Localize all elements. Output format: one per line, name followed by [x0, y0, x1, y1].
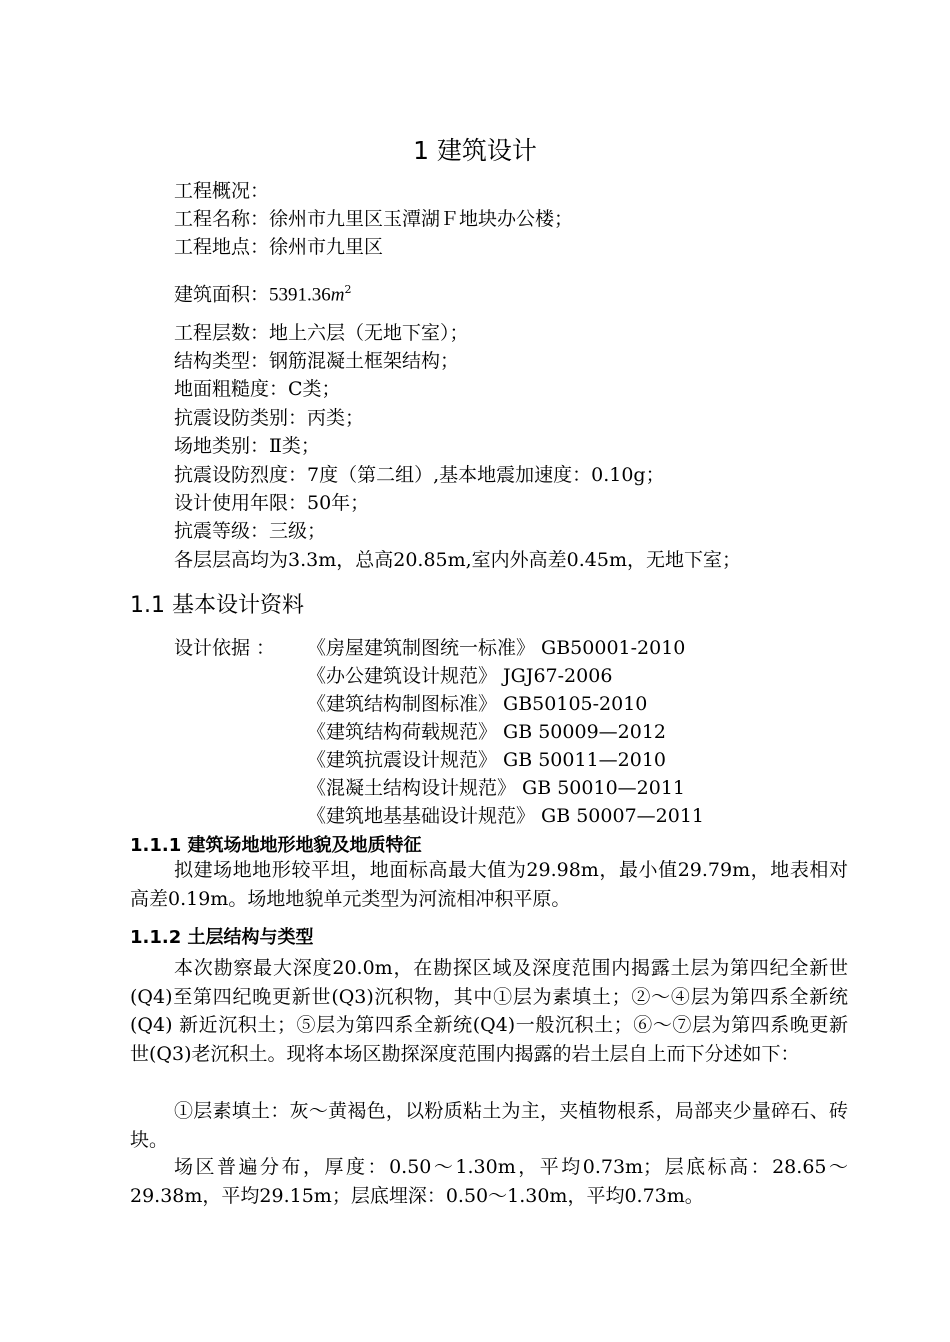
- reference-item: 《办公建筑设计规范》 JGJ67-2006: [307, 665, 613, 687]
- project-name: 工程名称：徐州市九里区玉潭湖Ｆ地块办公楼；: [174, 208, 574, 230]
- area-value: 5391.36: [269, 284, 331, 306]
- project-location: 工程地点：徐州市九里区: [174, 236, 384, 258]
- reference-item: 《建筑地基基础设计规范》 GB 50007—2011: [307, 805, 705, 827]
- structure-type: 结构类型：钢筋混凝土框架结构；: [174, 350, 460, 372]
- reference-item: 《房屋建筑制图统一标准》 GB50001-2010: [307, 637, 686, 659]
- distribution-paragraph: 场区普遍分布，厚度：0.50～1.30m，平均0.73m；层底标高：28.65～29.38m，平均29.15m；层底埋深：0.50～1.30m，平均0.73m。: [130, 1156, 848, 1207]
- fill-layer-paragraph: ①层素填土：灰～黄褐色，以粉质粘土为主，夹植物根系，局部夹少量碎石、砖块。: [130, 1100, 848, 1151]
- design-basis-label: 设计依据 ：: [174, 637, 276, 659]
- terrain-paragraph: 拟建场地地形较平坦，地面标高最大值为29.98m，最小值29.79m，地表相对高差0.19m。场地地貌单元类型为河流相冲积平原。: [130, 859, 848, 910]
- area-exponent: 2: [344, 283, 352, 296]
- reference-item: 《混凝土结构设计规范》 GB 50010—2011: [307, 777, 686, 799]
- site-class: 场地类别：Ⅱ类；: [174, 435, 320, 457]
- reference-item: 《建筑抗震设计规范》 GB 50011—2010: [307, 749, 667, 771]
- overview-heading: 工程概况：: [174, 180, 270, 202]
- service-life: 设计使用年限：50年；: [174, 492, 370, 514]
- building-area: [174, 277, 352, 308]
- seismic-intensity: 抗震设防烈度：7度（第二组）,基本地震加速度：0.10g；: [174, 464, 665, 486]
- soil-paragraph: 本次勘察最大深度20.0m，在勘探区域及深度范围内揭露土层为第四纪全新世(Q4)至第四纪晚更新世(Q3)沉积物，其中①层为素填土；②～④层为第四系全新统(Q4) 新近沉积土；⑤层为第四系全新统(Q4)一般沉积土；⑥～⑦层为第四系晚更新世(Q3)老沉积土。现将本场区勘探深度范围内揭露的岩土层自上而下分述如下：: [130, 957, 848, 1065]
- area-label: 建筑面积：: [174, 283, 270, 306]
- section-1-1-2-heading: 1.1.2 土层结构与类型: [130, 927, 314, 948]
- section-1-1-1-heading: 1.1.1 建筑场地地形地貌及地质特征: [130, 835, 422, 856]
- chapter-title: 1 建筑设计: [413, 136, 537, 165]
- ground-roughness: 地面粗糙度：C类；: [174, 378, 341, 400]
- section-1-1-heading: 1.1 基本设计资料: [130, 593, 304, 618]
- reference-item: 《建筑结构荷载规范》 GB 50009—2012: [307, 721, 667, 743]
- reference-item: 《建筑结构制图标准》 GB50105-2010: [307, 693, 648, 715]
- seismic-grade: 抗震等级：三级；: [174, 520, 327, 542]
- area-unit: m: [330, 284, 345, 306]
- floors: 工程层数：地上六层（无地下室）；: [174, 322, 469, 344]
- seismic-category: 抗震设防类别：丙类；: [174, 407, 365, 429]
- story-heights: 各层层高均为3.3m，总高20.85m,室内外高差0.45m，无地下室；: [174, 549, 742, 571]
